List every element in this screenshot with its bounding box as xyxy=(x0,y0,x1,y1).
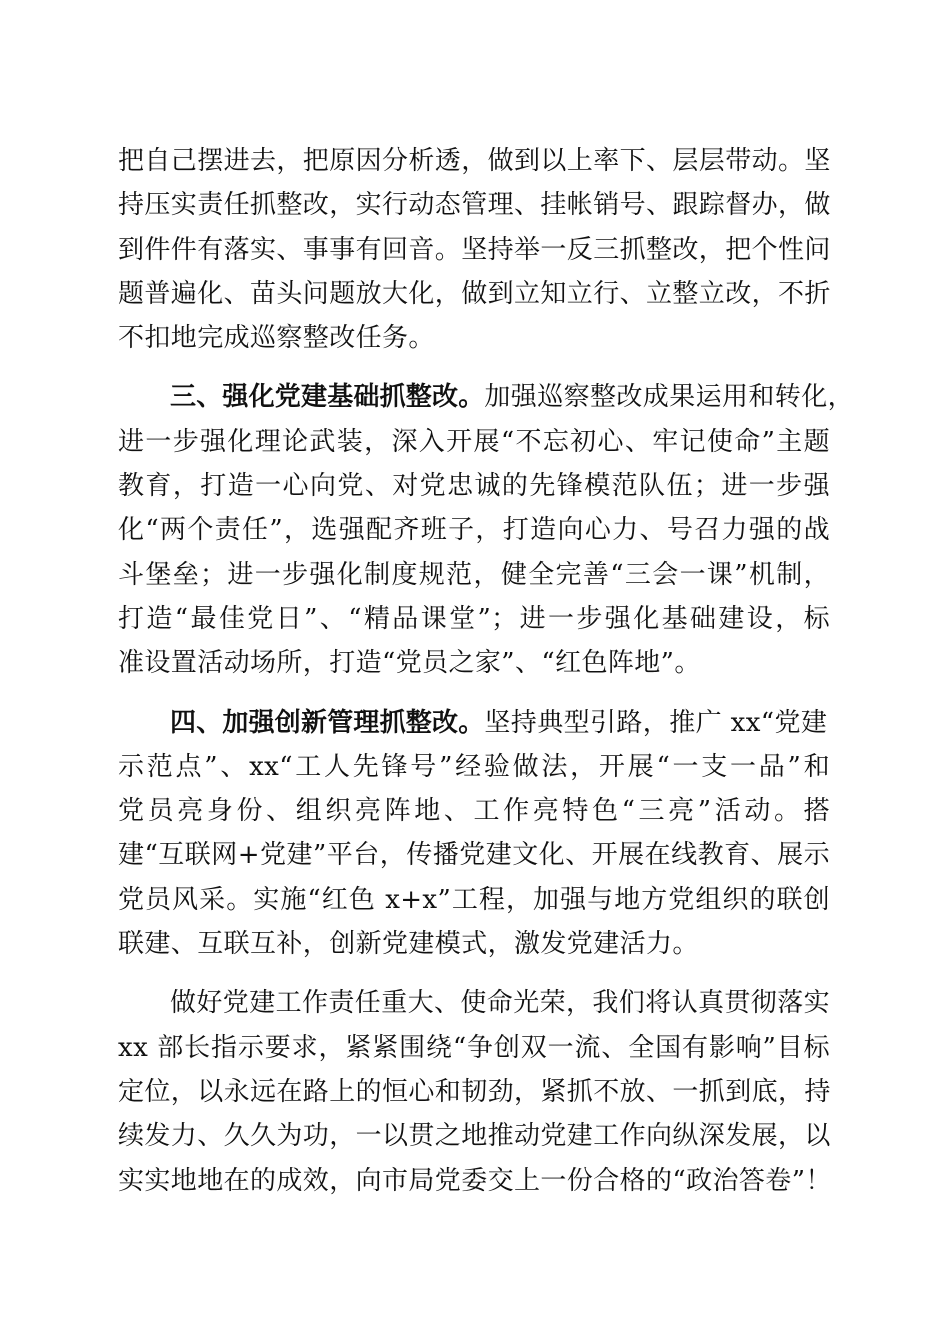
text-run: 坚持典型引路，推广 xx“党建 xyxy=(484,707,828,738)
text-line: 示范点”、xx“工人先锋号”经验做法，开展“一支一品”和 xyxy=(118,751,830,782)
text-line: 实实地地在的成效，向市局党委交上一份合格的“政治答卷”！ xyxy=(118,1165,832,1196)
text-line: 题普遍化、苗头问题放大化，做到立知立行、立整立改，不折 xyxy=(118,278,831,309)
section-heading-four: 四、加强创新管理抓整改。 xyxy=(170,707,485,738)
text-line: 斗堡垒；进一步强化制度规范，健全完善“三会一课”机制， xyxy=(118,559,830,590)
text-line: 不扣地完成巡察整改任务。 xyxy=(118,323,435,354)
text-line: 联建、互联互补，创新党建模式，激发党建活力。 xyxy=(118,929,699,960)
text-line: 教育，打造一心向党、对党忠诚的先锋模范队伍；进一步强 xyxy=(118,471,830,502)
text-line: 持压实责任抓整改，实行动态管理、挂帐销号、跟踪督办，做 xyxy=(118,190,831,221)
text-line: 进一步强化理论武装，深入开展“不忘初心、牢记使命”主题 xyxy=(118,426,830,457)
text-line: 到件件有落实、事事有回音。坚持举一反三抓整改，把个性问 xyxy=(118,234,831,265)
text-line: 把自己摆进去，把原因分析透，做到以上率下、层层带动。坚 xyxy=(118,146,831,176)
text-line: 定位，以永远在路上的恒心和韧劲，紧抓不放、一抓到底，持 xyxy=(118,1076,831,1107)
section-heading-three: 三、强化党建基础抓整改。 xyxy=(170,382,485,413)
text-run: 加强巡察整改成果运用和转化， xyxy=(484,382,855,413)
paragraph-rectification-continued xyxy=(118,139,830,360)
text-line: 党员风采。实施“红色 x+x”工程，加强与地方党组织的联创 xyxy=(118,884,830,915)
text-line: 党员亮身份、组织亮阵地、工作亮特色“三亮”活动。搭 xyxy=(118,796,830,827)
text-line xyxy=(118,375,855,419)
paragraph-section-three xyxy=(118,375,855,685)
paragraph-closing xyxy=(118,981,830,1202)
text-line: 做好党建工作责任重大、使命光荣，我们将认真贯彻落实 xyxy=(170,988,831,1019)
text-line: 建“互联网+党建”平台，传播党建文化、开展在线教育、展示 xyxy=(118,840,830,871)
text-line: 续发力、久久为功，一以贯之地推动党建工作向纵深发展，以 xyxy=(118,1121,831,1152)
document-body xyxy=(118,139,855,1203)
paragraph-section-four xyxy=(118,701,830,967)
text-line: 打造“最佳党日”、“精品课堂”；进一步强化基础建设，标 xyxy=(118,603,830,634)
text-line xyxy=(118,701,830,745)
text-line: 准设置活动场所，打造“党员之家”、“红色阵地”。 xyxy=(118,648,701,679)
text-line: 化“两个责任”，选强配齐班子，打造向心力、号召力强的战 xyxy=(118,515,830,546)
text-line: xx 部长指示要求，紧紧围绕“争创双一流、全国有影响”目标 xyxy=(118,1032,830,1063)
